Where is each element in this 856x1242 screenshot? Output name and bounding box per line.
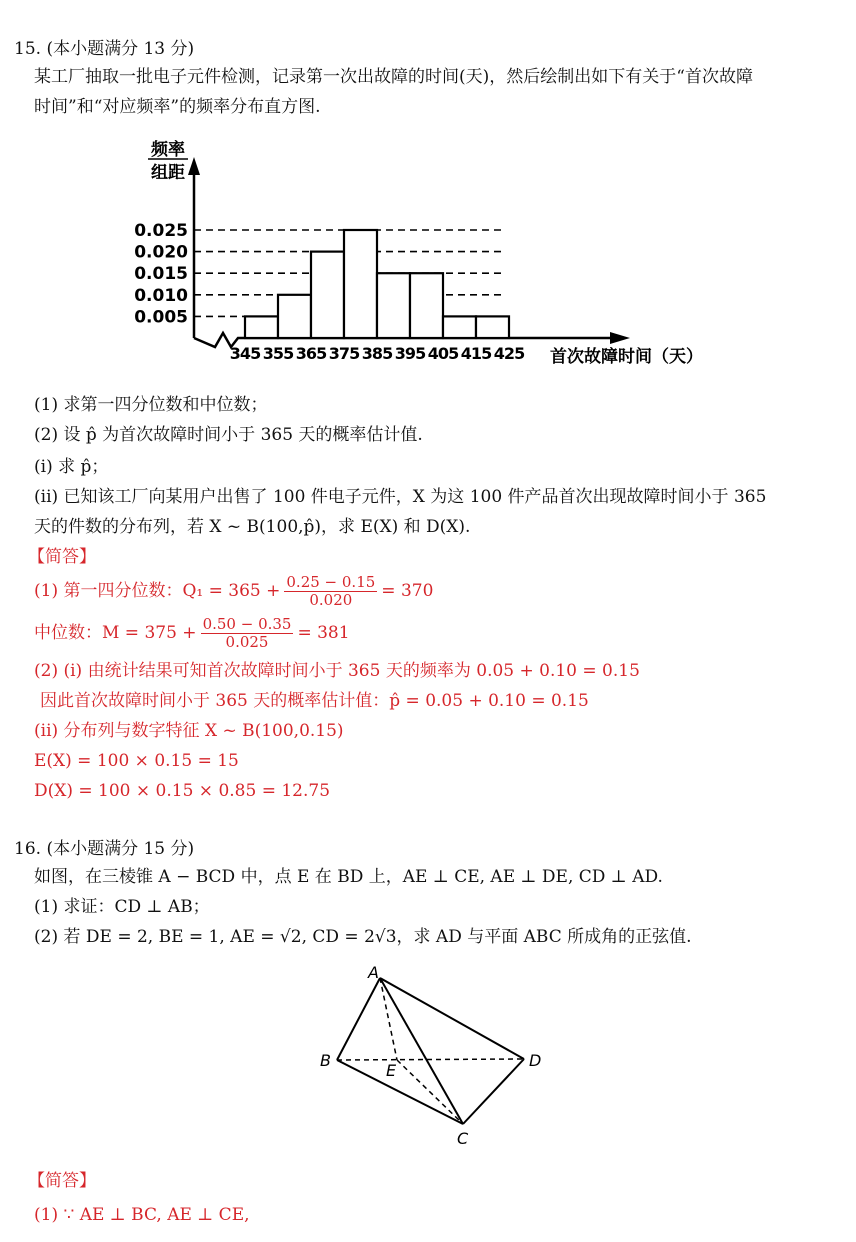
vertex-label-A: A [368,963,379,982]
q16-answer-title: 【简答】 [28,1171,96,1191]
median-denominator: 0.025 [225,633,269,651]
q16-part2: (2) 若 DE = 2, BE = 1, AE = √2, CD = 2√3，求 AD 与平面 ABC 所成角的正弦值. [34,927,692,947]
quartile-numerator: 0.25 − 0.15 [286,573,376,591]
q15-answer-2i-freq: (2) (i) 由统计结果可知首次故障时间小于 365 天的频率为 0.05 + 0.10 = 0.15 [34,661,640,681]
histogram-bar [245,316,278,338]
median-fraction [201,616,294,651]
q15-answer-quartile [34,574,433,609]
q15-stem-line2: 时间”和“对应频率”的频率分布直方图. [34,97,321,117]
q15-answer-2i-estimate: 因此首次故障时间小于 365 天的概率估计值：p̂ = 0.05 + 0.10 = 0.15 [40,691,589,711]
quartile-denominator: 0.020 [309,591,353,609]
histogram-bar [377,273,410,338]
y-tick-label: 0.005 [134,307,188,328]
segment-EC-hidden [397,1060,463,1124]
q15-header: 15. (本小题满分 13 分) [14,39,195,59]
q15-answer-variance: D(X) = 100 × 0.15 × 0.85 = 12.75 [34,781,331,801]
median-numerator: 0.50 − 0.35 [202,615,292,633]
x-tick-label: 365 [295,344,327,363]
point-label-E: E [386,1061,397,1080]
q15-answer-median [34,616,350,651]
q16-answer-part1: (1) ∵ AE ⊥ BC, AE ⊥ CE, [34,1205,250,1225]
edge-AD [380,978,524,1059]
y-tick-label: 0.010 [134,285,188,306]
q15-stem-line1: 某工厂抽取一批电子元件检测，记录第一次出故障的时间(天)，然后绘制出如下有关于“首次故障 [34,67,753,87]
histogram-chart [130,135,740,375]
quartile-result: = 370 [381,581,434,601]
x-axis-label: 首次故障时间（天） [550,347,703,367]
y-axis-arrow [188,157,200,175]
y-tick-label: 0.025 [134,221,188,241]
x-tick-label: 425 [493,344,525,363]
quartile-fraction [284,574,377,609]
histogram-bar [344,230,377,338]
tetrahedron-figure [310,960,560,1150]
vertex-label-B: B [320,1051,331,1070]
x-tick-label: 415 [460,344,492,363]
x-tick-label: 345 [229,344,261,363]
x-tick-label: 405 [427,344,459,363]
median-prefix: 中位数：M = 375 + [34,623,197,643]
q15-part2-ii-line1: (ii) 已知该工厂向某用户出售了 100 件电子元件，X 为这 100 件产品首次出现故障时间小于 365 [34,487,767,507]
x-tick-label: 355 [262,344,294,363]
histogram-bar [443,316,476,338]
q15-answer-expectation: E(X) = 100 × 0.15 = 15 [34,751,239,771]
histogram-bar [476,316,509,338]
edge-AB [337,978,380,1060]
edge-CD [463,1059,524,1124]
q15-answer-title: 【简答】 [28,547,96,567]
x-tick-label: 375 [328,344,360,363]
q15-part2-ii-line2: 天的件数的分布列，若 X ~ B(100,p̂)，求 E(X) 和 D(X). [34,517,471,537]
x-tick-label: 385 [361,344,393,363]
y-tick-label: 0.015 [134,264,188,285]
quartile-prefix: (1) 第一四分位数：Q₁ = 365 + [34,581,281,601]
q15-part2-i: (i) 求 p̂； [34,457,109,477]
q15-part1: (1) 求第一四分位数和中位数； [34,395,268,415]
edge-BD-hidden [337,1059,524,1060]
vertex-label-D: D [529,1051,542,1070]
histogram-bar [311,252,344,338]
segment-AE-hidden [380,978,397,1060]
q16-header: 16. (本小题满分 15 分) [14,839,195,859]
x-tick-label: 395 [394,344,426,363]
x-axis-arrow [610,332,630,344]
y-axis-label-top: 频率 [151,140,185,160]
median-result: = 381 [297,623,350,643]
y-axis-label-bottom: 组距 [151,163,185,183]
histogram-bar [410,273,443,338]
q15-answer-2ii: (ii) 分布列与数字特征 X ~ B(100,0.15) [34,721,344,741]
histogram-bar [278,295,311,338]
y-tick-label: 0.020 [134,242,188,263]
vertex-label-C: C [457,1129,469,1148]
q16-part1: (1) 求证：CD ⊥ AB； [34,897,210,917]
q16-stem: 如图，在三棱锥 A − BCD 中，点 E 在 BD 上，AE ⊥ CE, AE ⊥ DE, CD ⊥ AD. [34,867,663,887]
q15-part2: (2) 设 p̂ 为首次故障时间小于 365 天的概率估计值. [34,425,423,445]
